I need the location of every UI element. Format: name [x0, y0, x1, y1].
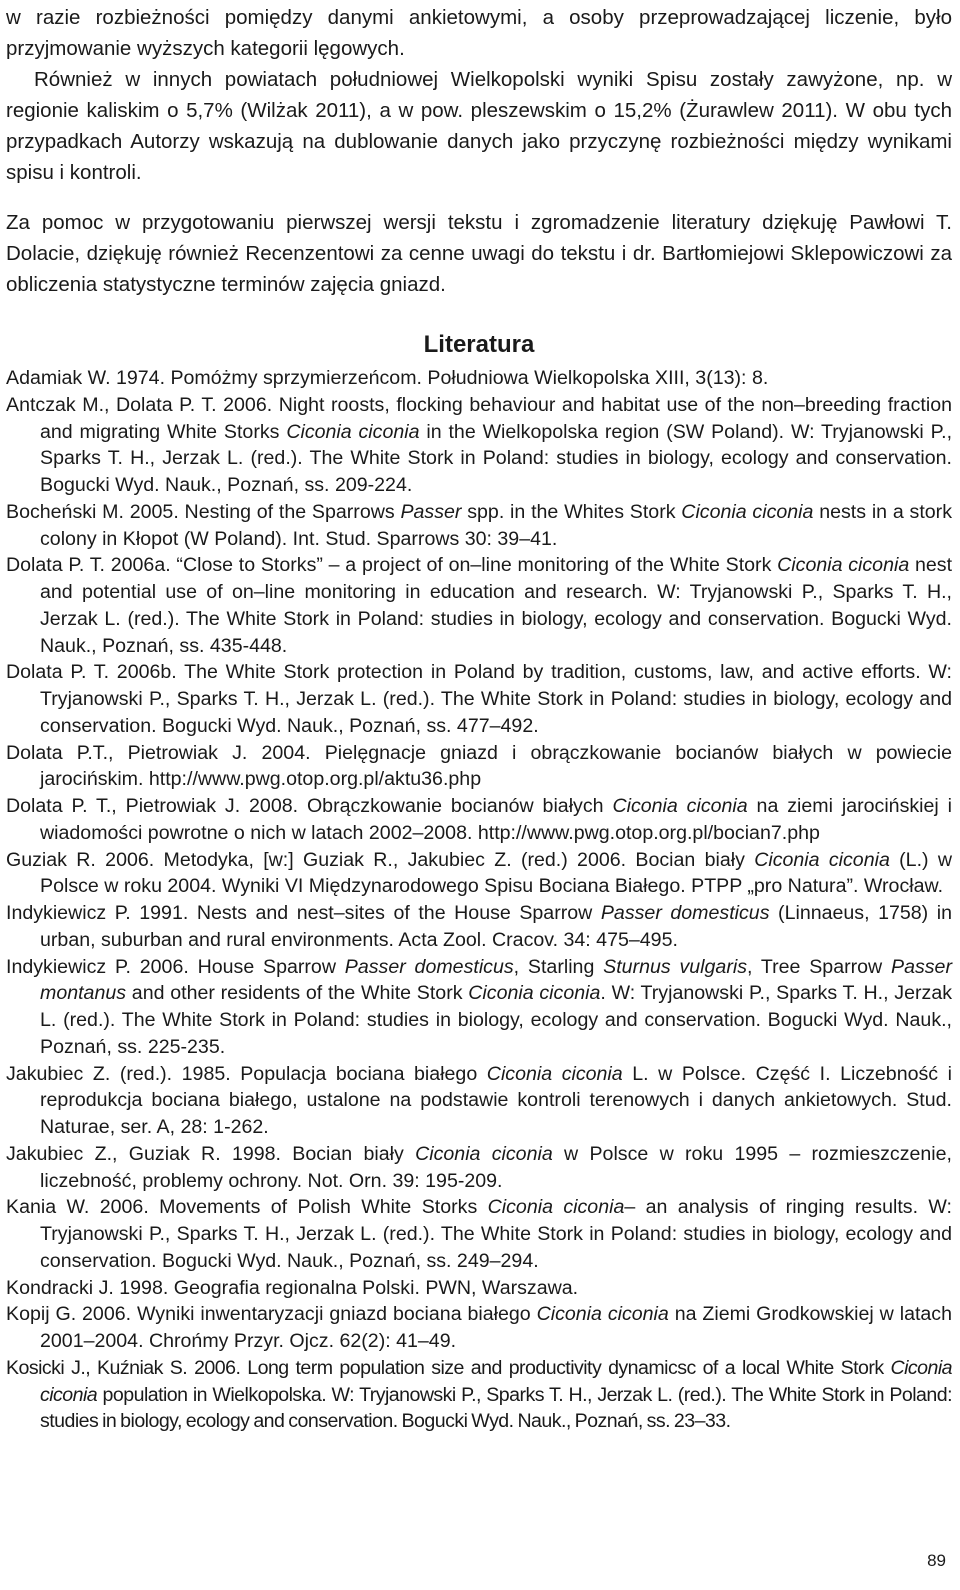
reference-item: Jakubiec Z., Guziak R. 1998. Bocian biały Ciconia ciconia w Polsce w roku 1995 – rozmieszczenie, liczebność, problemy ochrony. Not. Orn. 39: 195-209. — [6, 1142, 952, 1192]
reference-item: Jakubiec Z. (red.). 1985. Populacja bociana białego Ciconia ciconia L. w Polsce. Część I. Liczebność i reprodukcja bociana białego, ustalone na podstawie kontroli terenowych i danych ankietowych. Stud. Naturae, ser. A, 28: 1-262. — [6, 1062, 953, 1138]
reference-item: Guziak R. 2006. Metodyka, [w:] Guziak R., Jakubiec Z. (red.) 2006. Bocian biały Ciconia ciconia (L.) w Polsce w roku 2004. Wyniki VI Międzynarodowego Spisu Bociana Białego. PTPP „pro Natura”. Wrocław. — [6, 848, 952, 898]
acknowledgement-paragraph: Za pomoc w przygotowaniu pierwszej wersji tekstu i zgromadzenie literatury dziękuję Pawłowi T. Dolacie, dziękuję również Recenzentowi za cenne uwagi do tekstu i dr. Bartłomiejowi Sklepowiczowi za obliczenia statystyczne terminów zajęcia gniazd. — [6, 211, 952, 296]
reference-item: Indykiewicz P. 1991. Nests and nest–sites of the House Sparrow Passer domesticus (Linnaeus, 1758) in urban, suburban and rural environments. Acta Zool. Cracov. 34: 475–495. — [6, 902, 953, 951]
reference-item: Kosicki J., Kuźniak S. 2006. Long term population size and productivity dynamicsc of a local White Stork Ciconia ciconia population in Wielkopolska. W: Tryjanowski P., Sparks T. H., Jerzak L. (red.). The White Stork in Poland: studies in biology, ecology and conservation. Bogucki Wyd. Nauk., Poznań, ss. 23–33. — [6, 1356, 952, 1433]
reference-item: Dolata P.T., Pietrowiak J. 2004. Pielęgnacje gniazd i obrączkowanie bocianów białych w powiecie jarocińskim. http://www.pwg.otop.org.pl/aktu36.php — [6, 741, 952, 791]
references-list — [6, 365, 952, 1435]
intro-paragraph-1: w razie rozbieżności pomiędzy danymi ankietowymi, a osoby przeprowadzającej liczenie, było przyjmowanie wyższych kategorii lęgowych. — [6, 6, 952, 60]
reference-item: Kondracki J. 1998. Geografia regionalna Polski. PWN, Warszawa. — [6, 1276, 579, 1299]
intro-paragraph-2: Również w innych powiatach południowej Wielkopolski wyniki Spisu zostały zawyżone, np. w regionie kaliskim o 5,7% (Wilżak 2011), a w pow. pleszewskim o 15,2% (Żurawlew 2011). W obu tych przypadkach Autorzy wskazują na dublowanie danych jako przyczynę rozbieżności między wynikami spisu i kontroli. — [6, 68, 952, 184]
page — [6, 2, 952, 1435]
reference-item: Dolata P. T. 2006a. “Close to Storks” – a project of on–line monitoring of the White Stork Ciconia ciconia nest and potential use of on–line monitoring in education and research. W: Tryjanowski P., Sparks T. H., Jerzak L. (red.). The White Stork in Poland: studies in biology, ecology and conservation. Bogucki Wyd. Nauk., Poznań, ss. 435-448. — [6, 554, 953, 657]
reference-item: Bocheński M. 2005. Nesting of the Sparrows Passer spp. in the Whites Stork Ciconia ciconia nests in a stork colony in Kłopot (W Poland). Int. Stud. Sparrows 30: 39–41. — [6, 500, 952, 550]
reference-item: Kania W. 2006. Movements of Polish White Storks Ciconia ciconia– an analysis of ringing results. W: Tryjanowski P., Sparks T. H., Jerzak L. (red.). The White Stork in Poland: studies in biology, ecology and conservation. Bogucki Wyd. Nauk., Poznań, ss. 249–294. — [6, 1196, 952, 1272]
intro-text — [6, 2, 952, 188]
reference-item: Dolata P. T., Pietrowiak J. 2008. Obrączkowanie bocianów białych Ciconia ciconia na ziemi jarocińskiej i wiadomości powrotne o nich w latach 2002–2008. http://www.pwg.otop.org.pl/bocian7.php — [6, 795, 953, 844]
reference-item: Indykiewicz P. 2006. House Sparrow Passer domesticus, Starling Sturnus vulgaris, Tree Sparrow Passer montanus and other residents of the White Stork Ciconia ciconia. W: Tryjanowski P., Sparks T. H., Jerzak L. (red.). The White Stork in Poland: studies in biology, ecology and conservation. Bogucki Wyd. Nauk., Poznań, ss. 225-235. — [6, 955, 953, 1058]
acknowledgement-section — [6, 207, 952, 300]
reference-item: Dolata P. T. 2006b. The White Stork protection in Poland by tradition, customs, law, and active efforts. W: Tryjanowski P., Sparks T. H., Jerzak L. (red.). The White Stork in Poland: studies in biology, ecology and conservation. Bogucki Wyd. Nauk., Poznań, ss. 477–492. — [6, 661, 952, 737]
page-number: 89 — [927, 1551, 946, 1570]
reference-item: Kopij G. 2006. Wyniki inwentaryzacji gniazd bociana białego Ciconia ciconia na Ziemi Grodkowskiej w latach 2001–2004. Chrońmy Przyr. Ojcz. 62(2): 41–49. — [6, 1303, 952, 1352]
reference-item: Antczak M., Dolata P. T. 2006. Night roosts, flocking behaviour and habitat use of the non–breeding fraction and migrating White Storks Ciconia ciconia in the Wielkopolska region (SW Poland). W: Tryjanowski P., Sparks T. H., Jerzak L. (red.). The White Stork in Poland: studies in biology, ecology and conservation. Bogucki Wyd. Nauk., Poznań, ss. 209-224. — [6, 393, 953, 496]
literature-heading: Literatura — [423, 331, 535, 358]
reference-item: Adamiak W. 1974. Pomóżmy sprzymierzeńcom. Południowa Wielkopolska XIII, 3(13): 8. — [6, 367, 769, 389]
